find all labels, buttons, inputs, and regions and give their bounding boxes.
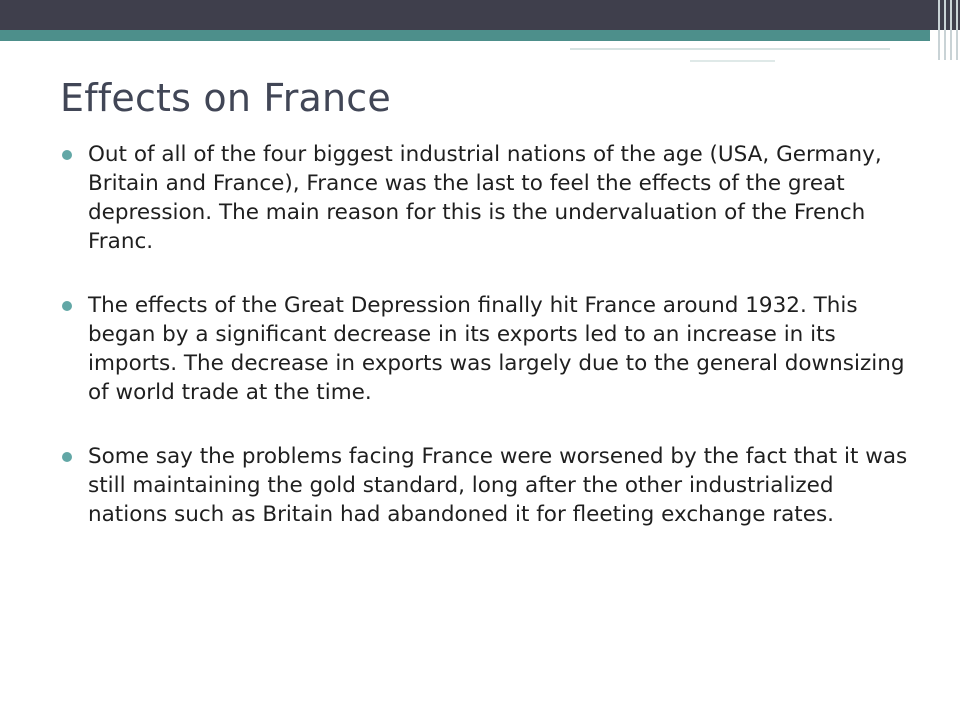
accent-rule <box>0 30 930 41</box>
decorative-edge-lines <box>934 0 960 60</box>
bullet-item <box>62 291 908 407</box>
bullet-dot-icon <box>62 301 72 311</box>
edge-line <box>950 0 952 60</box>
bullet-item <box>62 140 908 256</box>
bullet-text: Out of all of the four biggest industrial nations of the age (USA, Germany, Britain and France), France was the last to feel the effects of the great depression. The main reason for this is the undervaluation of the French Franc. <box>88 142 882 254</box>
header-band <box>0 0 960 30</box>
edge-line <box>956 0 958 60</box>
edge-line <box>938 0 940 60</box>
bullet-dot-icon <box>62 150 72 160</box>
decorative-hairline <box>570 48 890 50</box>
bullet-item <box>62 442 908 529</box>
bullet-list <box>62 140 908 564</box>
bullet-text: Some say the problems facing France were worsened by the fact that it was still maintaining the gold standard, long after the other industrialized nations such as Britain had abandoned it for fleeting exchange rates. <box>88 444 908 527</box>
bullet-dot-icon <box>62 452 72 462</box>
slide-title: Effects on France <box>60 76 391 120</box>
decorative-hairline <box>690 60 775 62</box>
bullet-text: The effects of the Great Depression finally hit France around 1932. This began by a significant decrease in its exports led to an increase in its imports. The decrease in exports was largely due to the general downsizing of world trade at the time. <box>88 293 905 405</box>
edge-line <box>944 0 946 60</box>
